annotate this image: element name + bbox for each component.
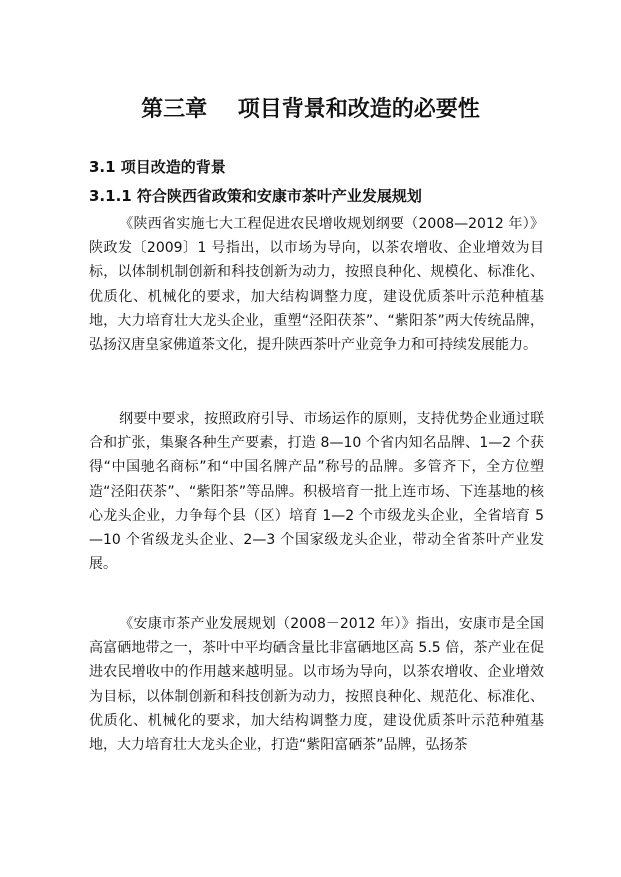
section-heading: 3.1 项目改造的背景 bbox=[89, 158, 226, 176]
paragraph-2 bbox=[89, 407, 544, 576]
paragraph-3 bbox=[89, 612, 544, 757]
paragraph-1-text: 《陕西省实施七大工程促进农民增收规划纲要（2008—2012 年）》陕政发〔2009〕1 号指出，以市场为导向，以茶农增收、企业增效为目标，以体制机制创新和科技创新为动力，按照良种化、规模化、标准化、优质化、机械化的要求，加大结构调整力度，建设优质茶叶示范种植基地，大力培育壮大龙头企业，重塑“泾阳茯茶”、“紫阳茶”两大传统品牌，弘扬汉唐皇家佛道茶文化，提升陕西茶叶产业竞争力和可持续发展能力。 bbox=[89, 216, 544, 354]
paragraph-2-text: 纲要中要求，按照政府引导、市场运作的原则，支持优势企业通过联合和扩张，集聚各种生产要素，打造 8—10 个省内知名品牌、1—2 个获得“中国驰名商标”和“中国名牌产品”称号的品牌。多管齐下，全方位塑造“泾阳茯茶”、“紫阳茶”等品牌。积极培育一批上连市场、下连基地的核心龙头企业，力争每个县（区）培育 1—2 个市级龙头企业，全省培育 5—10 个省级龙头企业、2—3 个国家级龙头企业，带动全省茶叶产业发展。 bbox=[89, 411, 544, 573]
paragraph-1 bbox=[89, 212, 544, 357]
paragraph-3-text: 《安康市茶产业发展规划（2008－2012 年）》指出，安康市是全国高富硒地带之一，茶叶中平均硒含量比非富硒地区高 5.5 倍，茶产业在促进农民增收中的作用越来越明显。以市场为导向，以茶农增收、企业增效为目标，以体制创新和科技创新为动力，按照良种化、规范化、标准化、优质化、机械化的要求，加大结构调整力度，建设优质茶叶示范种殖基地，大力培育壮大龙头企业，打造“紫阳富硒茶”品牌，弘扬茶 bbox=[89, 616, 544, 754]
chapter-title: 第三章 项目背景和改造的必要性 bbox=[141, 97, 480, 122]
subsection-heading: 3.1.1 符合陕西省政策和安康市茶叶产业发展规划 bbox=[89, 187, 422, 205]
